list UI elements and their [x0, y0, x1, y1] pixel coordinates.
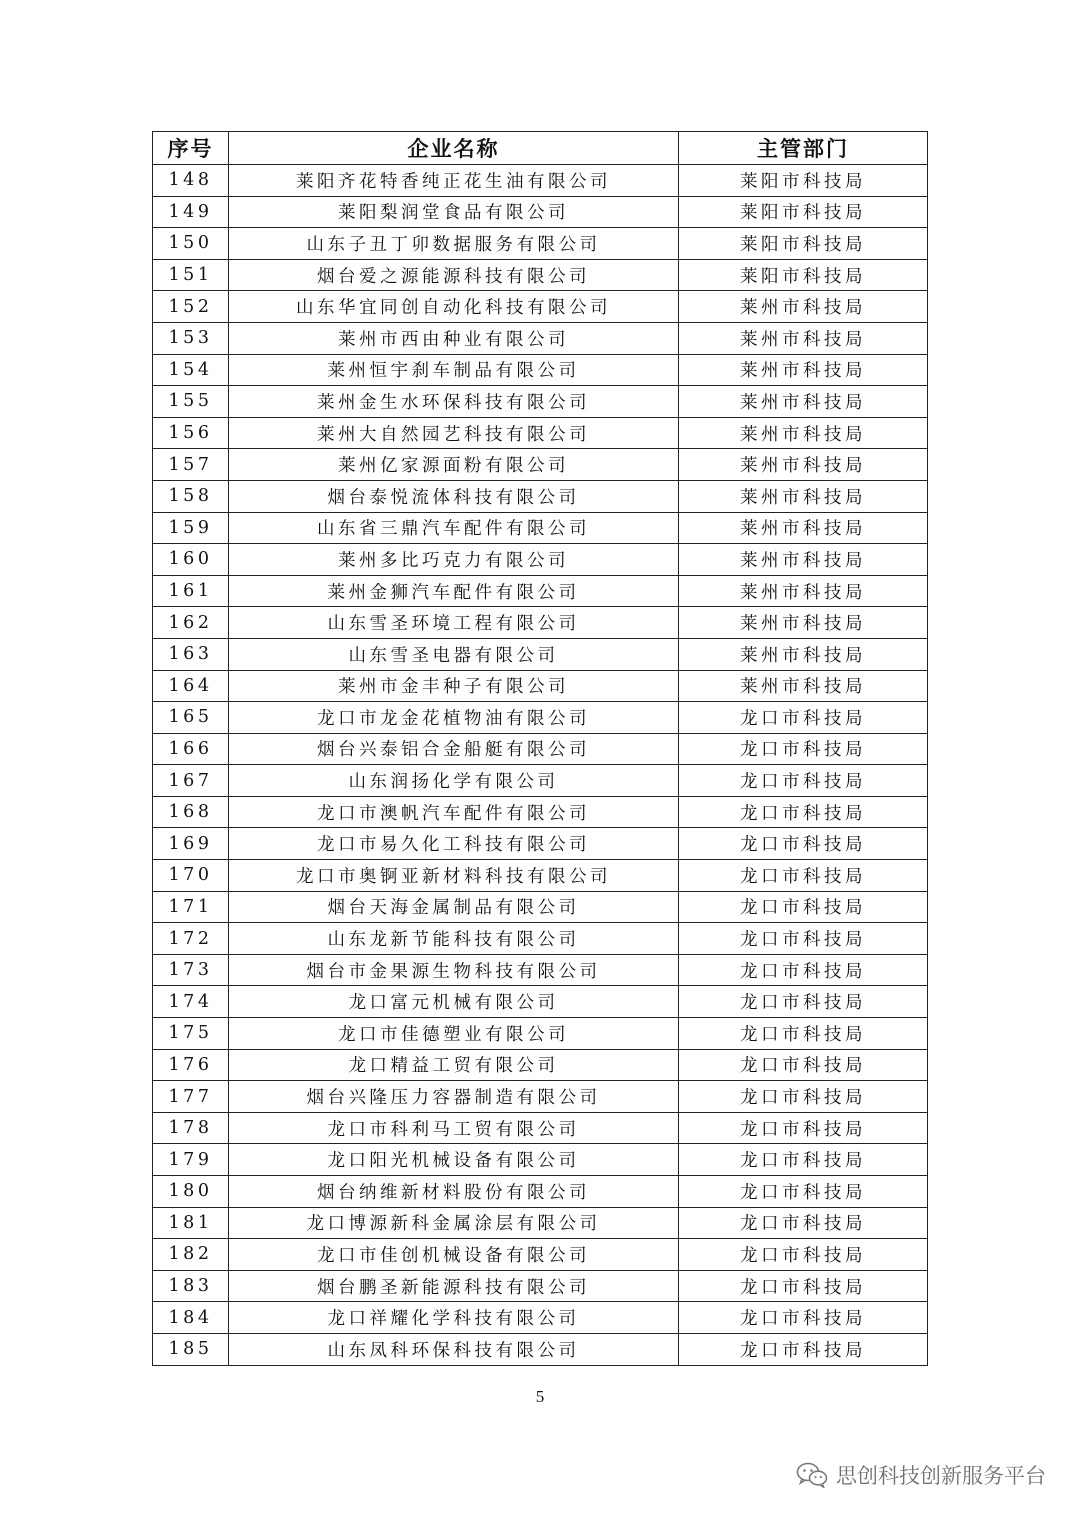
row-department: 龙口市科技局 [679, 1081, 928, 1113]
row-serial-number: 149 [153, 196, 229, 228]
row-company-name: 莱州多比巧克力有限公司 [229, 544, 679, 576]
table-row [153, 1081, 928, 1113]
row-company-name: 烟台兴隆压力容器制造有限公司 [229, 1081, 679, 1113]
row-company-name: 烟台爱之源能源科技有限公司 [229, 259, 679, 291]
table-row [153, 259, 928, 291]
row-department: 莱州市科技局 [679, 386, 928, 418]
table-row [153, 1239, 928, 1271]
row-department: 龙口市科技局 [679, 954, 928, 986]
table-row [153, 291, 928, 323]
row-department: 莱州市科技局 [679, 670, 928, 702]
row-company-name: 莱州恒宇刹车制品有限公司 [229, 354, 679, 386]
table-row [153, 228, 928, 260]
table-row [153, 575, 928, 607]
row-company-name: 山东龙新节能科技有限公司 [229, 923, 679, 955]
row-department: 龙口市科技局 [679, 702, 928, 734]
watermark [796, 1460, 1046, 1490]
row-company-name: 龙口富元机械有限公司 [229, 986, 679, 1018]
table-row [153, 1302, 928, 1334]
table-row [153, 322, 928, 354]
row-serial-number: 168 [153, 796, 229, 828]
table-row [153, 544, 928, 576]
row-serial-number: 156 [153, 417, 229, 449]
row-company-name: 龙口市佳德塑业有限公司 [229, 1018, 679, 1050]
row-serial-number: 166 [153, 733, 229, 765]
row-company-name: 山东雪圣环境工程有限公司 [229, 607, 679, 639]
table-row [153, 954, 928, 986]
row-department: 莱州市科技局 [679, 607, 928, 639]
row-company-name: 龙口市易久化工科技有限公司 [229, 828, 679, 860]
row-serial-number: 181 [153, 1207, 229, 1239]
row-serial-number: 183 [153, 1270, 229, 1302]
row-department: 龙口市科技局 [679, 1176, 928, 1208]
row-department: 莱州市科技局 [679, 638, 928, 670]
row-company-name: 莱州大自然园艺科技有限公司 [229, 417, 679, 449]
row-serial-number: 157 [153, 449, 229, 481]
row-serial-number: 180 [153, 1176, 229, 1208]
row-serial-number: 174 [153, 986, 229, 1018]
row-serial-number: 158 [153, 480, 229, 512]
row-company-name: 山东润扬化学有限公司 [229, 765, 679, 797]
row-company-name: 莱阳齐花特香纯正花生油有限公司 [229, 165, 679, 197]
row-department: 龙口市科技局 [679, 1239, 928, 1271]
row-company-name: 龙口精益工贸有限公司 [229, 1049, 679, 1081]
row-serial-number: 160 [153, 544, 229, 576]
table-row [153, 1207, 928, 1239]
table-row [153, 1144, 928, 1176]
row-department: 莱州市科技局 [679, 512, 928, 544]
table-row [153, 923, 928, 955]
table-row [153, 796, 928, 828]
row-department: 莱阳市科技局 [679, 196, 928, 228]
row-department: 莱阳市科技局 [679, 165, 928, 197]
table-row [153, 828, 928, 860]
row-department: 龙口市科技局 [679, 1270, 928, 1302]
row-serial-number: 162 [153, 607, 229, 639]
row-company-name: 山东子丑丁卯数据服务有限公司 [229, 228, 679, 260]
row-serial-number: 154 [153, 354, 229, 386]
table-row [153, 1018, 928, 1050]
row-department: 龙口市科技局 [679, 1207, 928, 1239]
table-row [153, 417, 928, 449]
row-serial-number: 163 [153, 638, 229, 670]
header-department: 主管部门 [679, 132, 928, 165]
row-department: 龙口市科技局 [679, 1302, 928, 1334]
row-company-name: 山东凤科环保科技有限公司 [229, 1333, 679, 1365]
row-department: 龙口市科技局 [679, 1018, 928, 1050]
row-department: 莱州市科技局 [679, 322, 928, 354]
row-serial-number: 167 [153, 765, 229, 797]
row-department: 莱州市科技局 [679, 417, 928, 449]
row-company-name: 龙口市佳创机械设备有限公司 [229, 1239, 679, 1271]
row-serial-number: 177 [153, 1081, 229, 1113]
table-row [153, 733, 928, 765]
row-department: 莱阳市科技局 [679, 228, 928, 260]
row-department: 莱州市科技局 [679, 291, 928, 323]
row-serial-number: 182 [153, 1239, 229, 1271]
row-serial-number: 159 [153, 512, 229, 544]
row-serial-number: 175 [153, 1018, 229, 1050]
row-company-name: 莱州金狮汽车配件有限公司 [229, 575, 679, 607]
row-department: 龙口市科技局 [679, 986, 928, 1018]
table-header-row [153, 132, 928, 165]
row-serial-number: 164 [153, 670, 229, 702]
row-company-name: 莱州金生水环保科技有限公司 [229, 386, 679, 418]
row-department: 龙口市科技局 [679, 1144, 928, 1176]
row-company-name: 烟台纳维新材料股份有限公司 [229, 1176, 679, 1208]
row-serial-number: 169 [153, 828, 229, 860]
row-serial-number: 184 [153, 1302, 229, 1334]
row-company-name: 烟台市金果源生物科技有限公司 [229, 954, 679, 986]
row-company-name: 龙口市龙金花植物油有限公司 [229, 702, 679, 734]
row-department: 龙口市科技局 [679, 1112, 928, 1144]
header-serial-number: 序号 [153, 132, 229, 165]
header-company-name: 企业名称 [229, 132, 679, 165]
row-serial-number: 170 [153, 860, 229, 892]
table-row [153, 1049, 928, 1081]
row-company-name: 山东雪圣电器有限公司 [229, 638, 679, 670]
table-row [153, 891, 928, 923]
row-serial-number: 161 [153, 575, 229, 607]
row-department: 莱阳市科技局 [679, 259, 928, 291]
table-row [153, 765, 928, 797]
row-department: 莱州市科技局 [679, 480, 928, 512]
row-company-name: 龙口市奥锕亚新材料科技有限公司 [229, 860, 679, 892]
table-row [153, 702, 928, 734]
table-row [153, 1270, 928, 1302]
row-serial-number: 176 [153, 1049, 229, 1081]
row-serial-number: 173 [153, 954, 229, 986]
row-department: 莱州市科技局 [679, 354, 928, 386]
row-company-name: 莱州市西由种业有限公司 [229, 322, 679, 354]
table-row [153, 638, 928, 670]
row-company-name: 烟台泰悦流体科技有限公司 [229, 480, 679, 512]
row-department: 莱州市科技局 [679, 449, 928, 481]
table-body [153, 165, 928, 1366]
row-department: 龙口市科技局 [679, 828, 928, 860]
row-serial-number: 148 [153, 165, 229, 197]
row-company-name: 莱州市金丰种子有限公司 [229, 670, 679, 702]
row-company-name: 龙口祥耀化学科技有限公司 [229, 1302, 679, 1334]
row-serial-number: 153 [153, 322, 229, 354]
row-company-name: 莱阳梨润堂食品有限公司 [229, 196, 679, 228]
row-serial-number: 172 [153, 923, 229, 955]
row-company-name: 龙口阳光机械设备有限公司 [229, 1144, 679, 1176]
row-company-name: 烟台天海金属制品有限公司 [229, 891, 679, 923]
row-department: 龙口市科技局 [679, 891, 928, 923]
table-row [153, 1176, 928, 1208]
wechat-icon [796, 1462, 828, 1488]
row-serial-number: 150 [153, 228, 229, 260]
row-company-name: 莱州亿家源面粉有限公司 [229, 449, 679, 481]
row-department: 龙口市科技局 [679, 765, 928, 797]
table-row [153, 449, 928, 481]
table-row [153, 512, 928, 544]
watermark-text: 思创科技创新服务平台 [836, 1464, 1046, 1488]
row-serial-number: 152 [153, 291, 229, 323]
row-company-name: 山东省三鼎汽车配件有限公司 [229, 512, 679, 544]
row-department: 莱州市科技局 [679, 575, 928, 607]
row-serial-number: 178 [153, 1112, 229, 1144]
row-company-name: 烟台兴泰铝合金船艇有限公司 [229, 733, 679, 765]
row-department: 龙口市科技局 [679, 860, 928, 892]
table-row [153, 607, 928, 639]
row-department: 龙口市科技局 [679, 923, 928, 955]
enterprise-table [152, 131, 928, 1366]
row-serial-number: 171 [153, 891, 229, 923]
table-row [153, 1112, 928, 1144]
table-row [153, 165, 928, 197]
row-company-name: 烟台鹏圣新能源科技有限公司 [229, 1270, 679, 1302]
row-serial-number: 165 [153, 702, 229, 734]
table-row [153, 986, 928, 1018]
row-company-name: 龙口市澳帆汽车配件有限公司 [229, 796, 679, 828]
row-department: 龙口市科技局 [679, 1333, 928, 1365]
row-serial-number: 151 [153, 259, 229, 291]
table-row [153, 196, 928, 228]
row-serial-number: 179 [153, 1144, 229, 1176]
table-row [153, 670, 928, 702]
table-row [153, 386, 928, 418]
page-number: 5 [535, 1387, 545, 1406]
row-company-name: 山东华宜同创自动化科技有限公司 [229, 291, 679, 323]
table-row [153, 480, 928, 512]
row-serial-number: 155 [153, 386, 229, 418]
row-company-name: 龙口博源新科金属涂层有限公司 [229, 1207, 679, 1239]
row-department: 龙口市科技局 [679, 796, 928, 828]
table-row [153, 1333, 928, 1365]
row-company-name: 龙口市科利马工贸有限公司 [229, 1112, 679, 1144]
row-serial-number: 185 [153, 1333, 229, 1365]
table-row [153, 860, 928, 892]
row-department: 龙口市科技局 [679, 1049, 928, 1081]
table-row [153, 354, 928, 386]
row-department: 莱州市科技局 [679, 544, 928, 576]
row-department: 龙口市科技局 [679, 733, 928, 765]
